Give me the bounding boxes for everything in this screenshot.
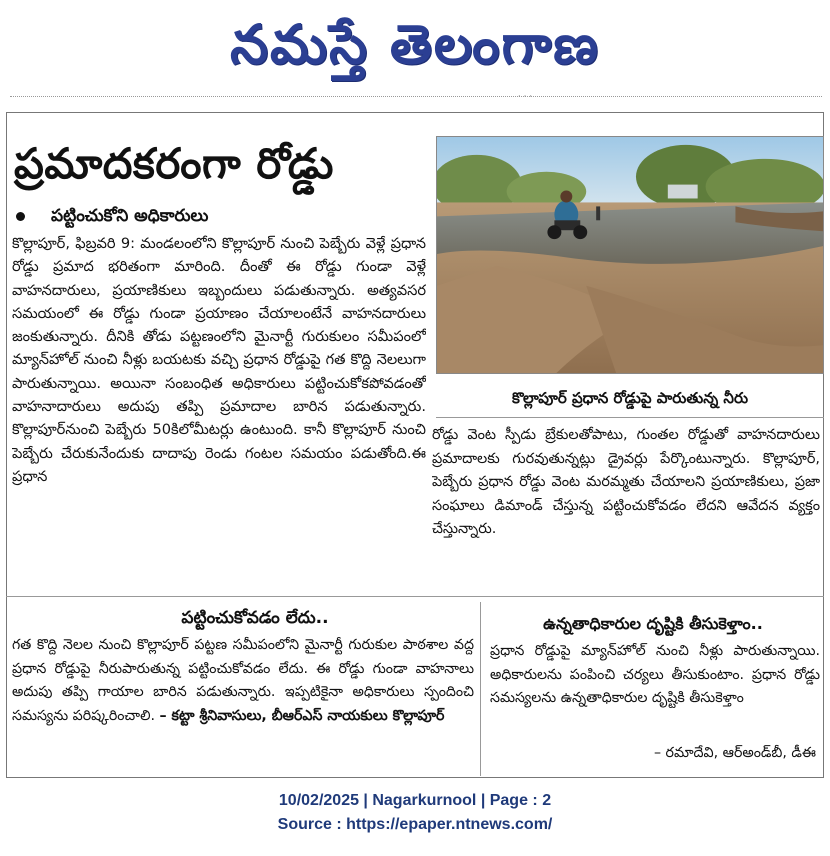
newspaper-masthead: నమస్తే తెలంగాణ xyxy=(230,12,600,76)
masthead-divider xyxy=(10,96,822,97)
quote-right-heading: ఉన్నతాధికారుల దృష్టికి తీసుకెళ్తాం.. xyxy=(543,614,763,633)
road-photo-illustration xyxy=(437,137,823,373)
quote-left-body xyxy=(12,634,474,774)
photo-caption: కొల్లాపూర్ ప్రధాన రోడ్డుపై పారుతున్న నీరు xyxy=(436,378,824,418)
article-headline: ప్రమాదకరంగా రోడ్డు xyxy=(14,139,334,188)
footer-source-link[interactable]: Source : https://epaper.ntnews.com/ xyxy=(277,816,553,833)
column-separator xyxy=(480,602,481,776)
quote-left-heading: పట్టించుకోవడం లేదు.. xyxy=(181,608,329,628)
quote-right-body: ప్రధాన రోడ్డుపై మ్యాన్‌హోల్ నుంచి నీళ్లు పారుతున్నాయి. అధికారులను పంపించి చర్యలు తీసుకుంటాం. ప్రధాన రోడ్డు సమస్యలను ఉన్నతాధికారుల దృష్టికి తీసుకెళ్తాం xyxy=(490,643,820,706)
quote-left-attribution: – కట్టా శ్రీనివాసులు, బీఆర్‌ఎస్ నాయకులు కొల్లాపూర్ xyxy=(159,707,445,724)
article-body-right: రోడ్డు వెంట స్పీడు బ్రేకులతోపాటు, గుంతల రోడ్డుతో వాహనదారులు ప్రమాదాలకు గురవుతున్నట్లు డ్రైవర్లు పేర్కొంటున్నారు. కొల్లాపూర్, పెబ్బేరు ప్రధాన రోడ్డు వెంట మరమ్మతు చేయాలని ప్రయాణికులు, ప్రజా సంఘాలు డిమాండ్ చేస్తున్న పట్టించుకోవడం లేదని ఆవేదన వ్యక్తం చేస్తున్నారు. xyxy=(432,427,820,537)
section-divider xyxy=(6,596,824,597)
quote-left-text: గత కొద్ది నెలల నుంచి కొల్లాపూర్ పట్టణ సమీపంలోని మైనార్టీ గురుకుల పాఠశాల వద్ద ప్రధాన రోడ్డుపై నీరుపారుతున్న పట్టించుకోవడం లేదు. ఈ రోడ్డు గుండా వాహనాలు అదుపు తప్పి గాయాల బారిన పడుతున్నారు. ఇప్పటికైనా అధికారులు స్పందించి సమస్యను పరిష్కరించాలి. xyxy=(12,637,474,724)
quote-right-attribution: – రమాదేవి, ఆర్‌అండ్‌బీ, డీఈ xyxy=(653,745,816,761)
article-photo xyxy=(436,136,824,374)
bullet-icon xyxy=(16,212,25,221)
article-subhead-text: పట్టించుకోని అధికారులు xyxy=(51,206,209,226)
article-body-left: కొల్లాపూర్, ఫిబ్రవరి 9: మండలంలోని కొల్లాపూర్ నుంచి పెబ్బేరు వెళ్లే ప్రధాన రోడ్డు ప్రమాద భరితంగా మారింది. దీంతో ఈ రోడ్డు గుండా వెళ్లే వాహనదారులు, ప్రయాణికులు ఇబ్బందులు పడుతున్నారు. అత్యవసర సమయంలో ఈ రోడ్డు గుండా ప్రయాణం చేయాలంటేనే వాహనదారులు జంకుతున్నారు. దీనికి తోడు పట్టణంలోని మైనార్టీ గురుకులం సమీపంలో మ్యాన్‌హోల్ నుంచి నీళ్లు బయటకు వచ్చి ప్రధాన రోడ్డుపై గత కొద్ది నెలలుగా పారుతున్నాయి. అయినా సంబంధిత అధికారులు పట్టించుకోకపోవడంతో వాహనాదారులు అదుపు తప్పి ప్రమాదాల బారిన పడుతున్నారు. కొల్లాపూర్‌నుంచి పెబ్బేరు 50కిలోమీటర్లు ఉంటుంది. కానీ కొల్లాపూర్ నుంచి పెబ్బేరు చేరుకునేందుకు దాదాపు రెండు గంటల సమయం పడుతోంది.ఈ ప్రధాన xyxy=(12,235,426,485)
footer-date-edition: 10/02/2025 | Nagarkurnool | Page : 2 xyxy=(278,792,552,809)
masthead-smudge: · · · xyxy=(517,92,533,102)
article-subhead xyxy=(12,202,422,230)
